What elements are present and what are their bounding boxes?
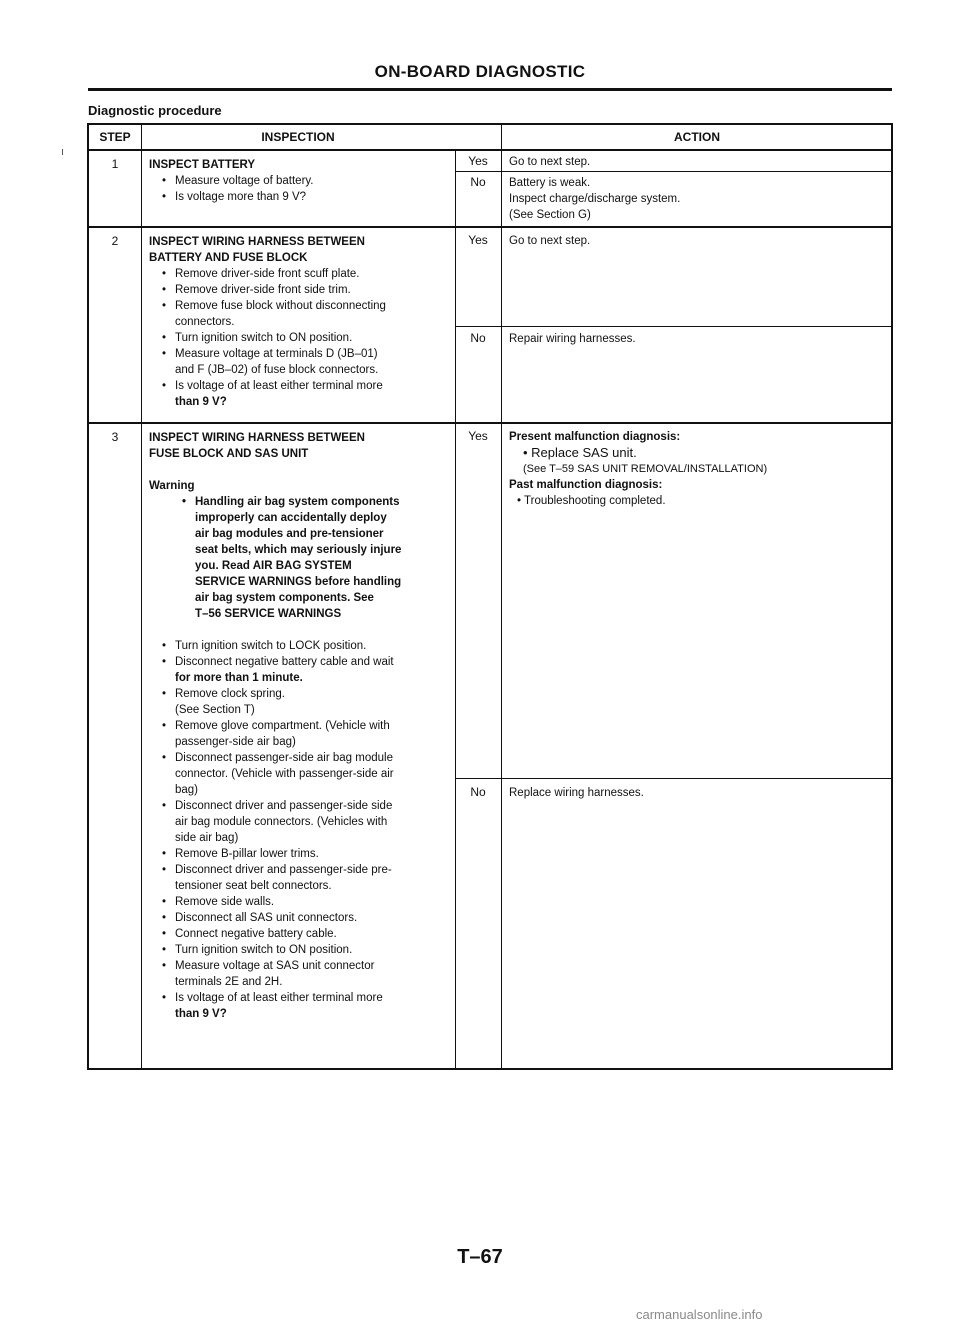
list-item: • Disconnect driver and passenger-side side: [162, 800, 393, 812]
header-rule: [88, 88, 892, 91]
yes-action: [509, 429, 885, 509]
present-malfunction-label: Present malfunction diagnosis:: [509, 431, 681, 443]
yes-label: Yes: [468, 429, 488, 443]
warning-text: SERVICE WARNINGS before handling: [195, 576, 402, 588]
list-item: • Disconnect negative battery cable and wait: [162, 656, 394, 668]
section-title: Diagnostic procedure: [88, 103, 222, 118]
yes-label: Yes: [468, 233, 488, 247]
list-item: • Turn ignition switch to ON position.: [162, 332, 353, 344]
warning-text: air bag system components. See: [195, 592, 374, 604]
no-label: No: [470, 175, 486, 189]
list-item: • Is voltage of at least either terminal more: [162, 992, 383, 1004]
warning-text: improperly can accidentally deploy: [195, 512, 387, 524]
no-action: Repair wiring harnesses.: [509, 333, 636, 345]
yes-label: Yes: [468, 154, 488, 168]
list-item-continuation: tensioner seat belt connectors.: [175, 880, 332, 892]
list-item: • Remove side walls.: [162, 896, 275, 908]
warning-text: • Handling air bag system components: [182, 496, 400, 508]
warning-text: you. Read AIR BAG SYSTEM: [195, 560, 352, 572]
column-header-step: STEP: [99, 130, 131, 144]
reference-text: (See T–59 SAS UNIT REMOVAL/INSTALLATION): [523, 463, 768, 475]
list-item-continuation: (See Section T): [175, 704, 255, 716]
page-header-title: ON-BOARD DIAGNOSTIC: [374, 62, 586, 81]
step-number: 3: [111, 430, 119, 444]
list-item: • Disconnect passenger-side air bag module: [162, 752, 393, 764]
list-item: • Connect negative battery cable.: [162, 928, 337, 940]
list-item-continuation: for more than 1 minute.: [175, 672, 303, 684]
list-item: • Remove glove compartment. (Vehicle with: [162, 720, 390, 732]
list-item: • Is voltage more than 9 V?: [162, 191, 307, 203]
list-item: • Measure voltage of battery.: [162, 175, 314, 187]
list-item-continuation: than 9 V?: [175, 396, 227, 408]
no-label: No: [470, 785, 486, 799]
list-item: • Disconnect all SAS unit connectors.: [162, 912, 358, 924]
list-item: • Troubleshooting completed.: [517, 495, 666, 507]
warning-text: air bag modules and pre-tensioner: [195, 528, 384, 540]
step-number: 2: [111, 234, 119, 248]
list-item: • Remove driver-side front scuff plate.: [162, 268, 360, 280]
list-item-continuation: connector. (Vehicle with passenger-side air: [175, 768, 394, 780]
list-item: • Remove fuse block without disconnecting: [162, 300, 386, 312]
list-item-continuation: and F (JB–02) of fuse block connectors.: [175, 364, 379, 376]
step-2-inspection: [149, 234, 449, 410]
list-item-continuation: terminals 2E and 2H.: [175, 976, 283, 988]
warning-label: Warning: [149, 480, 195, 492]
list-item: • Measure voltage at SAS unit connector: [162, 960, 375, 972]
step-number: 1: [111, 157, 119, 171]
column-header-action: ACTION: [674, 130, 720, 144]
list-item: • Turn ignition switch to ON position.: [162, 944, 353, 956]
list-item: • Is voltage of at least either terminal more: [162, 380, 383, 392]
step-title: FUSE BLOCK AND SAS UNIT: [149, 448, 309, 460]
column-header-inspection: INSPECTION: [261, 130, 335, 144]
table-row-step-1: [89, 151, 891, 228]
page-number: T–67: [457, 1246, 503, 1268]
no-action: Replace wiring harnesses.: [509, 787, 644, 799]
list-item: • Replace SAS unit.: [523, 445, 637, 460]
warning-text: seat belts, which may seriously injure: [195, 544, 402, 556]
list-item: • Disconnect driver and passenger-side pre-: [162, 864, 392, 876]
yes-action: Go to next step.: [509, 156, 591, 168]
list-item-continuation: air bag module connectors. (Vehicles with: [175, 816, 388, 828]
yes-action: Go to next step.: [509, 235, 591, 247]
no-label: No: [470, 331, 486, 345]
step-1-inspection: [149, 157, 449, 205]
table-row-step-2: [89, 228, 891, 424]
list-item-continuation: passenger-side air bag): [175, 736, 296, 748]
list-item: • Remove B-pillar lower trims.: [162, 848, 319, 860]
list-item: • Remove clock spring.: [162, 688, 285, 700]
no-action: Battery is weak. Inspect charge/discharge system. (See Section G): [509, 177, 681, 221]
margin-tick: [62, 149, 63, 155]
diagnostic-table: [87, 123, 893, 1070]
watermark: carmanualsonline.info: [636, 1307, 763, 1322]
step-title: BATTERY AND FUSE BLOCK: [149, 252, 308, 264]
list-item: • Measure voltage at terminals D (JB–01): [162, 348, 378, 360]
step-title: INSPECT WIRING HARNESS BETWEEN: [149, 236, 365, 248]
list-item: • Remove driver-side front side trim.: [162, 284, 351, 296]
list-item-continuation: than 9 V?: [175, 1008, 227, 1020]
list-item-continuation: connectors.: [175, 316, 235, 328]
step-3-inspection: [149, 430, 449, 1022]
past-malfunction-label: Past malfunction diagnosis:: [509, 479, 663, 491]
table-header-row: [89, 125, 891, 151]
list-item: • Turn ignition switch to LOCK position.: [162, 640, 367, 652]
table-row-step-3: [89, 424, 891, 1068]
warning-text: T–56 SERVICE WARNINGS: [195, 608, 342, 620]
step-title: INSPECT BATTERY: [149, 159, 256, 171]
list-item-continuation: bag): [175, 784, 199, 796]
step-title: INSPECT WIRING HARNESS BETWEEN: [149, 432, 365, 444]
list-item-continuation: side air bag): [175, 832, 239, 844]
